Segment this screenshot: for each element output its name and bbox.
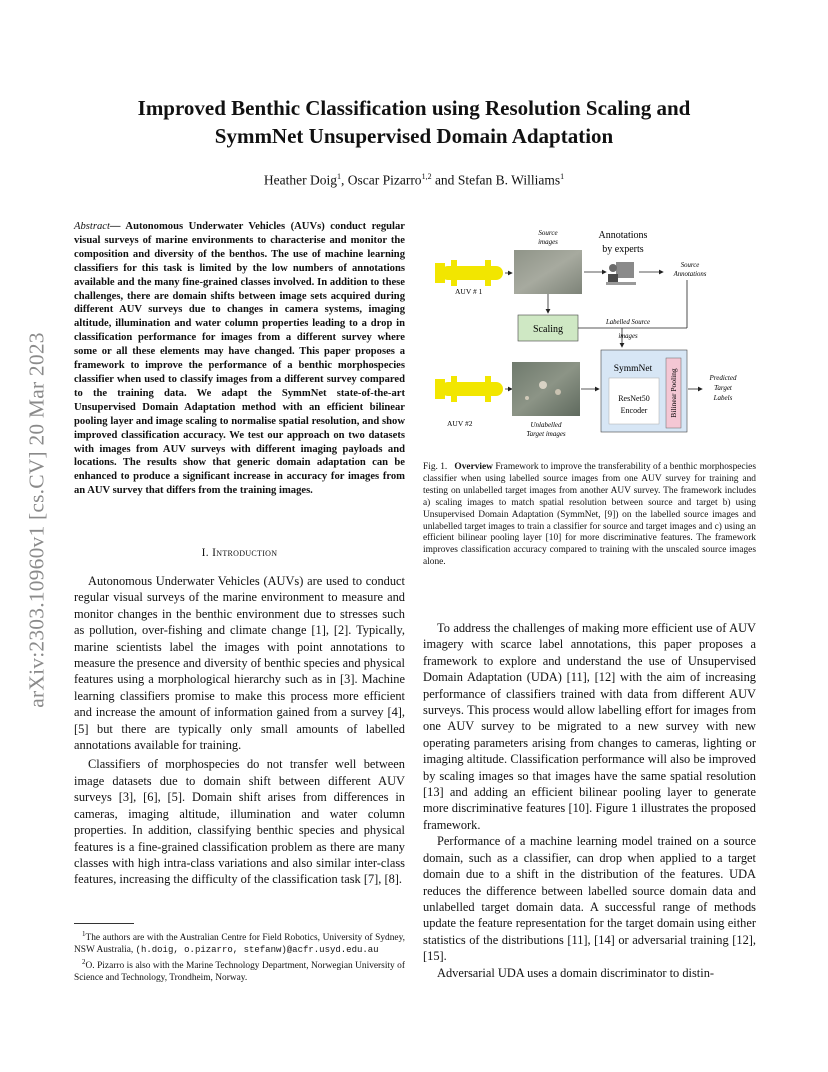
auv-1-icon <box>435 260 503 286</box>
paper-title <box>60 94 768 150</box>
author-list <box>60 172 768 189</box>
framework-figure <box>425 212 763 452</box>
labelled-source-label-2: images <box>618 333 638 340</box>
title-line-2: SymmNet Unsupervised Domain Adaptation <box>214 124 614 148</box>
footnote-2 <box>74 957 405 985</box>
resnet-label-1: ResNet50 <box>618 394 650 403</box>
author-3: Stefan B. Williams <box>457 172 561 188</box>
author-1-affil: 1 <box>336 172 341 181</box>
figure-caption <box>423 462 756 569</box>
section-heading: I. Introduction <box>201 547 278 559</box>
author-separator: , <box>340 172 348 188</box>
footnote-divider <box>74 923 134 924</box>
source-images-label-2: images <box>538 238 558 246</box>
introduction-text <box>74 573 405 888</box>
footnotes <box>74 929 405 984</box>
footnote-1-mark: 1 <box>82 930 86 938</box>
auv-2-label: AUV #2 <box>447 419 473 428</box>
abstract <box>74 220 405 498</box>
footnote-1 <box>74 929 405 957</box>
right-paragraph-3: Adversarial UDA uses a domain discriminator to distin- <box>437 965 715 980</box>
abstract-text: Autonomous Underwater Vehicles (AUVs) conduct regular visual surveys of marine environments to characterise and monitor the composition and diversity of the benthos. The use of machine learning classifiers for this task is limited by the low numbers of annotations available and the many fine-grained classes involved. In addition to these challenges, there are domain shifts between image sets acquired during different AUV surveys due to changes in camera systems, imaging altitude, illumination and water column properties leading to a drop in classification performance for images from a different survey where some or all these elements may have changed. This paper proposes a framework to improve the performance of a benthic morphospecies classifier when used to classify images from a different survey compared to the training data. We adapt the SymmNet state-of-the-art Unsupervised Domain Adaptation method with an efficient bilinear pooling layer and image scaling to normalise spatial resolution, and show improved classification accuracy. We test our approach on two datasets with images from AUV surveys with different imaging payloads and locations. The results show that generic domain adaptation can be enhanced to produce a significant increase in accuracy for images from an AUV survey that differs from the training images. <box>74 221 405 497</box>
scaling-label: Scaling <box>533 324 563 335</box>
caption-text: Framework to improve the transferability of a benthic morphospecies classifier when using labelled source images from one AUV survey for training and testing on unlabelled target images from another AUV survey. The framework includes a) scaling images to match spatial resolution between source and target b) using Unsupervised Domain Adaptation (SymmNet, [9]) on the labelled source images and unlabelled target images to train a classifier for source and target images and c) using an efficient bilinear pooling layer [10] for more discriminative features. The framework improves classification accuracy compared to training with the unscaled source images alone. <box>423 462 756 568</box>
footnote-1-email: (h.doig, o.pizarro, stefanw)@acfr.usyd.edu.au <box>135 944 379 955</box>
symmnet-label: SymmNet <box>613 364 653 374</box>
right-paragraph-2: Performance of a machine learning model trained on a source domain, such as a classifier, can drop when applied to a target domain due to a shift in the distribution of the features. UDA reduces the difference between labelled source domain data and unlabelled target domain data. A successful range of methods update the feature representation for the target domain using either statistics of the distributions [11], [14] or adversarial training [12], [15]. <box>423 834 756 964</box>
intro-paragraph-2: Classifiers of morphospecies do not transfer well between image datasets due to domain shift between different AUV surveys [3], [6], [5]. Domain shift arises from differences in cameras, imaging altitude, illumination and water column properties. In addition, classifying benthic species and physical features is a fine-grained classification problem as there are many classes with high intra-class variations and also similar inter-class features, increasing the difficulty of the classification task [7], [8]. <box>74 757 405 887</box>
author-1: Heather Doig <box>263 172 337 188</box>
predicted-label-3: Labels <box>713 394 733 402</box>
target-image-thumbnail <box>512 362 580 416</box>
footnote-2-text: O. Pizarro is also with the Marine Technology Department, Norwegian University of Science and Technology, Trondheim, Norway. <box>74 960 405 983</box>
auv-1-label: AUV # 1 <box>455 287 483 296</box>
footnote-1-text: The authors are with the Australian Centre for Field Robotics, University of Sydney, NSW Australia, <box>74 933 405 955</box>
caption-label: Fig. 1. <box>423 462 448 472</box>
unlabelled-label-1: Unlabelled <box>530 421 562 429</box>
resnet-label-2: Encoder <box>620 406 648 415</box>
source-annotations-label-2: Annotations <box>673 271 707 278</box>
footnote-2-mark: 2 <box>82 957 86 966</box>
right-paragraph-1: To address the challenges of making more efficient use of AUV imagery with scarce label annotations, this paper proposes a framework to explore and understand the use of Unsupervised Domain Adaptation (UDA) [11], [12] with the aim of increasing performance of classifiers trained with data from different AUV surveys. This process would allow labelling effort for images from one AUV survey to be migrated to a new survey with new operating parameters arising from changes to cameras, lighting or imaging altitude. Classification performance will also be improved by scaling images so that images have the same spatial resolution [13] and adding an efficient bilinear pooling layer to generate more discriminative features [10]. Figure 1 illustrates the proposed framework. <box>423 621 756 832</box>
annotations-label-2: by experts <box>602 244 644 255</box>
source-image-thumbnail <box>514 250 582 294</box>
author-3-affil: 1 <box>560 172 565 181</box>
auv-2-icon <box>435 376 503 402</box>
intro-paragraph-1: Autonomous Underwater Vehicles (AUVs) are used to conduct regular visual surveys of the marine environment to measure and monitor changes in the benthic environment due to stresses such as pollution, over-fishing and climate change [1], [2]. Typically, marine scientists label the images with point annotations to measure the presence and diversity of benthic species and physical features using a morphological hierarchy such as in [3]. Machine learning classifiers promise to make this process more efficient and increase the amount of information gained from a survey [4], [5] but there are typically only small amounts of labelled annotations available for training. <box>74 574 405 753</box>
annotations-label-1: Annotations <box>598 230 648 241</box>
predicted-label-2: Target <box>714 384 732 392</box>
abstract-dash: — <box>109 221 126 232</box>
labelled-source-label-1: Labelled Source <box>605 319 651 326</box>
arxiv-identifier: arXiv:2303.10960v1 [cs.CV] 20 Mar 2023 <box>24 332 49 708</box>
author-2-affil: 1,2 <box>421 172 432 181</box>
abstract-label: Abstract <box>74 221 110 232</box>
unlabelled-label-2: Target images <box>526 430 566 438</box>
right-column-text <box>423 620 756 981</box>
source-images-label-1: Source <box>538 229 558 237</box>
caption-bold: Overview <box>454 462 493 472</box>
title-line-1: Improved Benthic Classification using Resolution Scaling and <box>137 96 691 120</box>
bilinear-pooling-label: Bilinear Pooling <box>669 368 678 418</box>
author-separator: and <box>431 172 458 188</box>
author-2: Oscar Pizarro <box>347 172 422 188</box>
expert-annotator-icon <box>606 262 636 285</box>
source-annotations-label-1: Source <box>680 262 700 269</box>
predicted-label-1: Predicted <box>709 374 737 382</box>
